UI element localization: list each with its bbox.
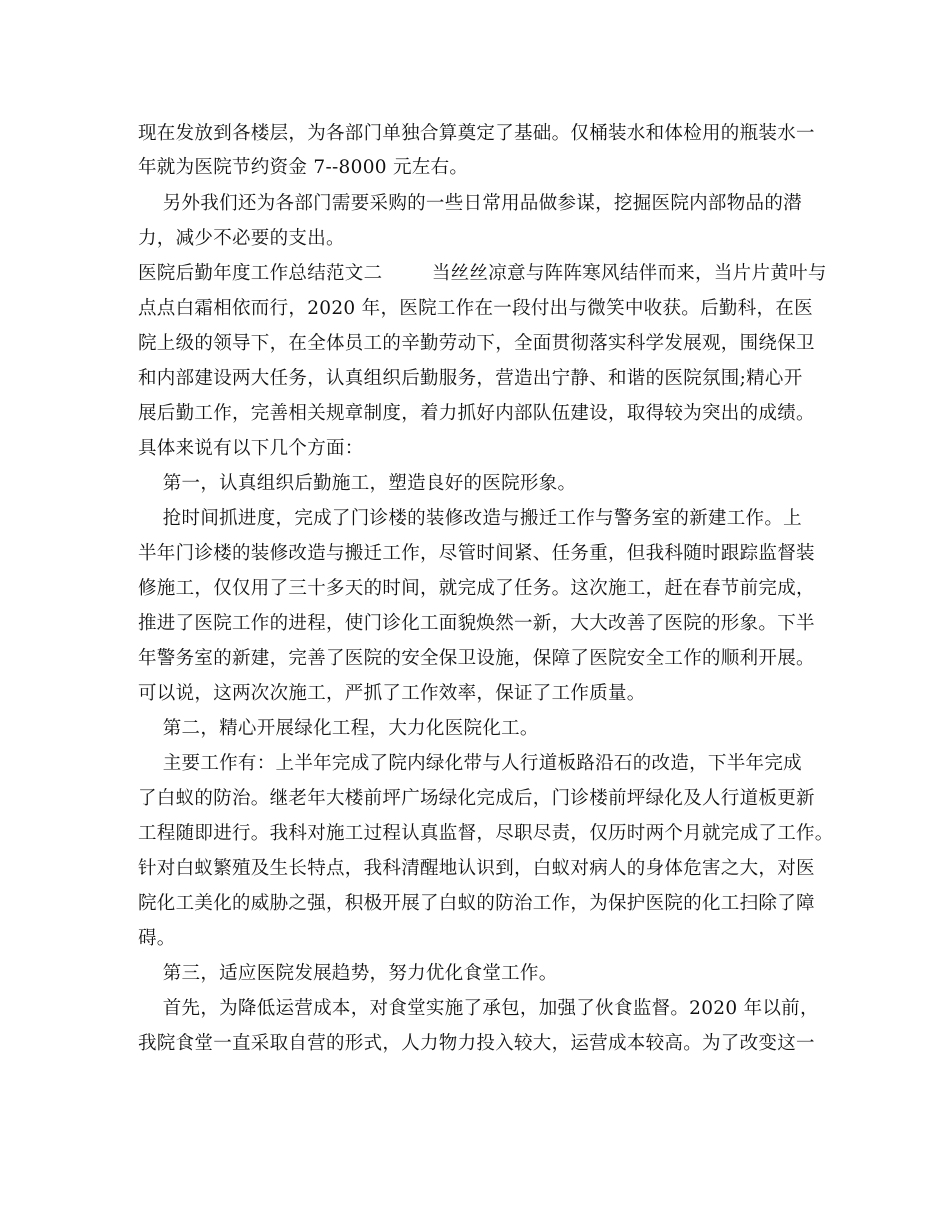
text-line: 了白蚁的防治。继老年大楼前坪广场绿化完成后，门诊楼前坪绿化及人行道板更新: [138, 788, 815, 809]
subheading-line: 第三，适应医院发展趋势，努力优化食堂工作。: [138, 963, 558, 984]
text-line: 年就为医院节约资金 7--8000 元左右。: [138, 157, 469, 178]
text-line: 主要工作有：上半年完成了院内绿化带与人行道板路沿石的改造，下半年完成: [138, 753, 802, 774]
text-line: 半年门诊楼的装修改造与搬迁工作，尽管时间紧、任务重，但我科随时跟踪监督装: [138, 543, 815, 564]
text-line: 推进了医院工作的进程，使门诊化工面貌焕然一新，大大改善了医院的形象。下半: [138, 613, 815, 634]
text-line: 年警务室的新建，完善了医院的安全保卫设施，保障了医院安全工作的顺利开展。: [138, 648, 815, 669]
text-line: 碍。: [138, 928, 176, 949]
text-line: 具体来说有以下几个方面：: [138, 438, 364, 459]
text-line: 点点白霜相依而行，2020 年，医院工作在一段付出与微笑中收获。后勤科，在医: [138, 298, 813, 319]
subheading-line: 第一，认真组织后勤施工，塑造良好的医院形象。: [138, 473, 577, 494]
text-line: 抢时间抓进度，完成了门诊楼的装修改造与搬迁工作与警务室的新建工作。上: [138, 508, 802, 529]
text-line: 可以说，这两次次施工，严抓了工作效率，保证了工作质量。: [138, 683, 646, 704]
text-line: 力，减少不必要的支出。: [138, 228, 345, 249]
text-line: 针对白蚁繁殖及生长特点，我科清醒地认识到，白蚁对病人的身体危害之大，对医: [138, 858, 815, 879]
subheading-line: 第二，精心开展绿化工程，大力化医院化工。: [138, 718, 539, 739]
text-line: 院化工美化的威胁之强，积极开展了白蚁的防治工作，为保护医院的化工扫除了障: [138, 893, 815, 914]
text-line: 工程随即进行。我科对施工过程认真监督，尽职尽责，仅历时两个月就完成了工作。: [138, 823, 834, 844]
section-heading-line: 医院后勤年度工作总结范文二 当丝丝凉意与阵阵寒风结伴而来，当片片黄叶与: [138, 263, 827, 284]
text-line: 首先，为降低运营成本，对食堂实施了承包，加强了伙食监督。2020 年以前，: [138, 998, 819, 1019]
text-line: 院上级的领导下，在全体员工的辛勤劳动下，全面贯彻落实科学发展观，围绕保卫: [138, 333, 815, 354]
text-line: 另外我们还为各部门需要采购的一些日常用品做参谋，挖掘医院内部物品的潜: [138, 193, 802, 214]
text-line: 和内部建设两大任务，认真组织后勤服务，营造出宁静、和谐的医院氛围;精心开: [138, 368, 803, 389]
text-line: 现在发放到各楼层，为各部门单独合算奠定了基础。仅桶装水和体检用的瓶装水一: [138, 123, 815, 144]
text-line: 修施工，仅仅用了三十多天的时间，就完成了任务。这次施工，赶在春节前完成，: [138, 578, 815, 599]
text-line: 我院食堂一直采取自营的形式，人力物力投入较大，运营成本较高。为了改变这一: [138, 1033, 815, 1054]
text-line: 展后勤工作，完善相关规章制度，着力抓好内部队伍建设，取得较为突出的成绩。: [138, 403, 815, 424]
